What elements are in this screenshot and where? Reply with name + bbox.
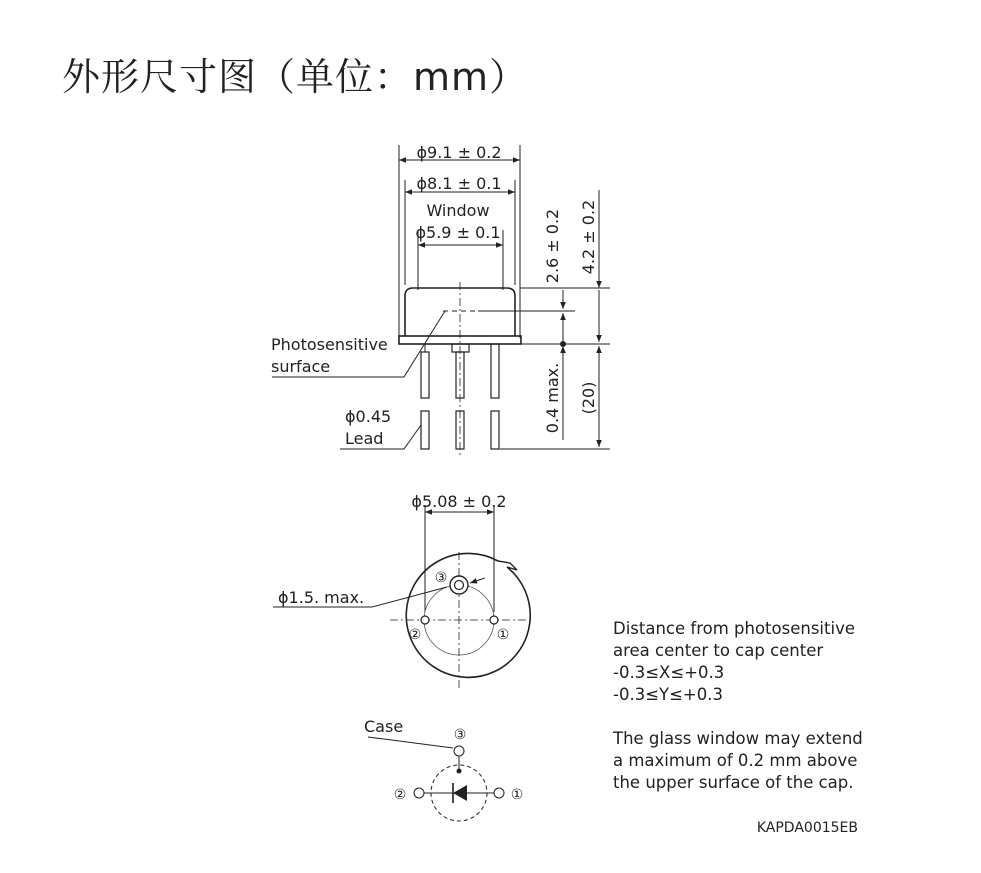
note-line-2: area center to cap center [613,641,824,660]
bottom-pin2: ② [408,627,422,643]
lead-dia-label: ϕ0.45 [345,407,392,426]
bottom-pin3: ③ [434,570,448,586]
schematic-pin1: ① [510,787,524,803]
note-line-7: the upper surface of the cap. [613,773,854,792]
dim-window: ϕ5.9 ± 0.1 [415,223,501,242]
note-line-1: Distance from photosensitive [613,619,855,638]
schematic-pin2: ② [393,787,407,803]
photosensitive-label-1: Photosensitive [271,335,388,354]
lead-label: Lead [345,429,384,448]
note-line-3: -0.3≤X≤+0.3 [613,663,725,682]
case-label: Case [364,717,404,736]
note-line-5: The glass window may extend [613,729,863,748]
page-title: 外形尺寸图（单位：mm） [62,55,529,99]
window-label: Window [426,201,490,220]
drawing-code: KAPDA0015EB [756,820,858,836]
schematic [368,737,504,821]
schematic-pin3: ③ [453,727,467,743]
dim-flange-max: 0.4 max. [543,362,562,434]
dim-active-area: ϕ1.5. max. [278,588,365,607]
photosensitive-label-2: surface [271,357,331,376]
dim-lead-length: (20) [579,381,598,415]
dim-height-surface: 2.6 ± 0.2 [543,208,562,284]
dim-outer-flange: ϕ9.1 ± 0.2 [416,143,502,162]
dim-height-total: 4.2 ± 0.2 [579,199,598,275]
bottom-pin1: ① [496,627,510,643]
dim-cap: ϕ8.1 ± 0.1 [416,174,502,193]
note-line-4: -0.3≤Y≤+0.3 [613,685,723,704]
note-line-6: a maximum of 0.2 mm above [613,751,858,770]
notes [612,619,863,792]
dim-pin-circle: ϕ5.08 ± 0.2 [411,492,507,511]
